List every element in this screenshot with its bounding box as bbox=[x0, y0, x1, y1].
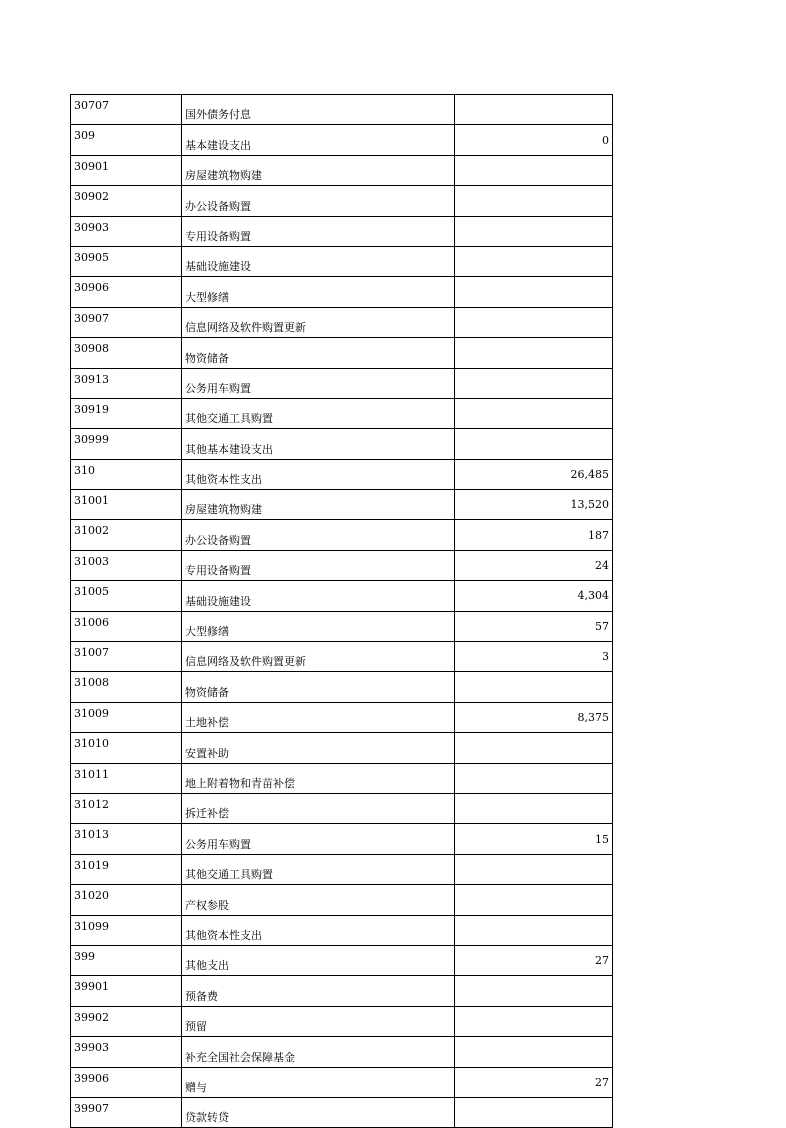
item-name-cell: 其他交通工具购置 bbox=[182, 398, 455, 428]
table-row bbox=[71, 155, 613, 185]
table-row bbox=[71, 642, 613, 672]
amount-cell bbox=[455, 95, 613, 125]
code-cell: 30919 bbox=[71, 398, 182, 428]
amount-cell bbox=[455, 854, 613, 884]
budget-table bbox=[70, 94, 613, 1128]
amount-cell: 8,375 bbox=[455, 702, 613, 732]
item-name-cell: 信息网络及软件购置更新 bbox=[182, 307, 455, 337]
item-name-cell: 贷款转贷 bbox=[182, 1097, 455, 1127]
table-row bbox=[71, 520, 613, 550]
item-name-cell: 土地补偿 bbox=[182, 702, 455, 732]
code-cell: 39907 bbox=[71, 1097, 182, 1127]
table-row bbox=[71, 763, 613, 793]
table-row bbox=[71, 429, 613, 459]
table-row bbox=[71, 277, 613, 307]
code-cell: 309 bbox=[71, 125, 182, 155]
code-cell: 30906 bbox=[71, 277, 182, 307]
table-row bbox=[71, 733, 613, 763]
amount-cell bbox=[455, 277, 613, 307]
code-cell: 31099 bbox=[71, 915, 182, 945]
code-cell: 31002 bbox=[71, 520, 182, 550]
item-name-cell: 专用设备购置 bbox=[182, 550, 455, 580]
code-cell: 30903 bbox=[71, 216, 182, 246]
item-name-cell: 赠与 bbox=[182, 1067, 455, 1097]
amount-cell bbox=[455, 793, 613, 823]
table-row bbox=[71, 246, 613, 276]
code-cell: 31020 bbox=[71, 885, 182, 915]
item-name-cell: 产权参股 bbox=[182, 885, 455, 915]
amount-cell bbox=[455, 216, 613, 246]
code-cell: 31006 bbox=[71, 611, 182, 641]
code-cell: 30901 bbox=[71, 155, 182, 185]
code-cell: 31010 bbox=[71, 733, 182, 763]
item-name-cell: 安置补助 bbox=[182, 733, 455, 763]
item-name-cell: 基本建设支出 bbox=[182, 125, 455, 155]
amount-cell: 27 bbox=[455, 945, 613, 975]
code-cell: 30913 bbox=[71, 368, 182, 398]
table-row bbox=[71, 125, 613, 155]
item-name-cell: 基础设施建设 bbox=[182, 581, 455, 611]
amount-cell bbox=[455, 1037, 613, 1067]
code-cell: 39901 bbox=[71, 976, 182, 1006]
code-cell: 31008 bbox=[71, 672, 182, 702]
code-cell: 39903 bbox=[71, 1037, 182, 1067]
code-cell: 310 bbox=[71, 459, 182, 489]
code-cell: 31013 bbox=[71, 824, 182, 854]
item-name-cell: 公务用车购置 bbox=[182, 368, 455, 398]
table-row bbox=[71, 1067, 613, 1097]
amount-cell bbox=[455, 338, 613, 368]
amount-cell bbox=[455, 885, 613, 915]
code-cell: 31012 bbox=[71, 793, 182, 823]
table-row bbox=[71, 1097, 613, 1127]
amount-cell: 57 bbox=[455, 611, 613, 641]
code-cell: 31001 bbox=[71, 490, 182, 520]
amount-cell bbox=[455, 672, 613, 702]
code-cell: 30902 bbox=[71, 186, 182, 216]
code-cell: 31011 bbox=[71, 763, 182, 793]
amount-cell bbox=[455, 155, 613, 185]
table-row bbox=[71, 95, 613, 125]
amount-cell: 24 bbox=[455, 550, 613, 580]
amount-cell: 27 bbox=[455, 1067, 613, 1097]
amount-cell bbox=[455, 763, 613, 793]
amount-cell: 0 bbox=[455, 125, 613, 155]
code-cell: 30999 bbox=[71, 429, 182, 459]
code-cell: 30907 bbox=[71, 307, 182, 337]
table-row bbox=[71, 824, 613, 854]
table-row bbox=[71, 550, 613, 580]
table-row bbox=[71, 976, 613, 1006]
code-cell: 30905 bbox=[71, 246, 182, 276]
amount-cell bbox=[455, 915, 613, 945]
amount-cell: 187 bbox=[455, 520, 613, 550]
item-name-cell: 预备费 bbox=[182, 976, 455, 1006]
table-row bbox=[71, 672, 613, 702]
code-cell: 39902 bbox=[71, 1006, 182, 1036]
code-cell: 31007 bbox=[71, 642, 182, 672]
amount-cell bbox=[455, 368, 613, 398]
code-cell: 399 bbox=[71, 945, 182, 975]
amount-cell: 13,520 bbox=[455, 490, 613, 520]
table-row bbox=[71, 338, 613, 368]
code-cell: 30908 bbox=[71, 338, 182, 368]
item-name-cell: 物资储备 bbox=[182, 338, 455, 368]
table-row bbox=[71, 398, 613, 428]
code-cell: 30707 bbox=[71, 95, 182, 125]
amount-cell bbox=[455, 307, 613, 337]
amount-cell bbox=[455, 398, 613, 428]
item-name-cell: 其他支出 bbox=[182, 945, 455, 975]
table-row bbox=[71, 611, 613, 641]
item-name-cell: 大型修缮 bbox=[182, 611, 455, 641]
item-name-cell: 国外债务付息 bbox=[182, 95, 455, 125]
amount-cell bbox=[455, 246, 613, 276]
amount-cell: 15 bbox=[455, 824, 613, 854]
table-row bbox=[71, 368, 613, 398]
amount-cell bbox=[455, 976, 613, 1006]
item-name-cell: 房屋建筑物购建 bbox=[182, 490, 455, 520]
table-row bbox=[71, 854, 613, 884]
budget-table-body bbox=[71, 95, 613, 1128]
item-name-cell: 基础设施建设 bbox=[182, 246, 455, 276]
table-row bbox=[71, 885, 613, 915]
amount-cell bbox=[455, 186, 613, 216]
amount-cell bbox=[455, 1006, 613, 1036]
item-name-cell: 其他基本建设支出 bbox=[182, 429, 455, 459]
amount-cell: 26,485 bbox=[455, 459, 613, 489]
table-row bbox=[71, 490, 613, 520]
item-name-cell: 其他资本性支出 bbox=[182, 915, 455, 945]
item-name-cell: 房屋建筑物购建 bbox=[182, 155, 455, 185]
table-row bbox=[71, 1037, 613, 1067]
amount-cell bbox=[455, 1097, 613, 1127]
item-name-cell: 大型修缮 bbox=[182, 277, 455, 307]
item-name-cell: 其他资本性支出 bbox=[182, 459, 455, 489]
item-name-cell: 其他交通工具购置 bbox=[182, 854, 455, 884]
item-name-cell: 专用设备购置 bbox=[182, 216, 455, 246]
table-row bbox=[71, 915, 613, 945]
item-name-cell: 公务用车购置 bbox=[182, 824, 455, 854]
table-row bbox=[71, 945, 613, 975]
table-row bbox=[71, 459, 613, 489]
item-name-cell: 办公设备购置 bbox=[182, 186, 455, 216]
table-row bbox=[71, 702, 613, 732]
amount-cell: 4,304 bbox=[455, 581, 613, 611]
table-row bbox=[71, 793, 613, 823]
code-cell: 31019 bbox=[71, 854, 182, 884]
table-row bbox=[71, 186, 613, 216]
table-row bbox=[71, 216, 613, 246]
item-name-cell: 补充全国社会保障基金 bbox=[182, 1037, 455, 1067]
item-name-cell: 地上附着物和青苗补偿 bbox=[182, 763, 455, 793]
amount-cell: 3 bbox=[455, 642, 613, 672]
code-cell: 31005 bbox=[71, 581, 182, 611]
code-cell: 39906 bbox=[71, 1067, 182, 1097]
table-row bbox=[71, 581, 613, 611]
item-name-cell: 预留 bbox=[182, 1006, 455, 1036]
item-name-cell: 办公设备购置 bbox=[182, 520, 455, 550]
item-name-cell: 信息网络及软件购置更新 bbox=[182, 642, 455, 672]
amount-cell bbox=[455, 429, 613, 459]
code-cell: 31009 bbox=[71, 702, 182, 732]
code-cell: 31003 bbox=[71, 550, 182, 580]
table-row bbox=[71, 1006, 613, 1036]
item-name-cell: 拆迁补偿 bbox=[182, 793, 455, 823]
item-name-cell: 物资储备 bbox=[182, 672, 455, 702]
amount-cell bbox=[455, 733, 613, 763]
table-row bbox=[71, 307, 613, 337]
